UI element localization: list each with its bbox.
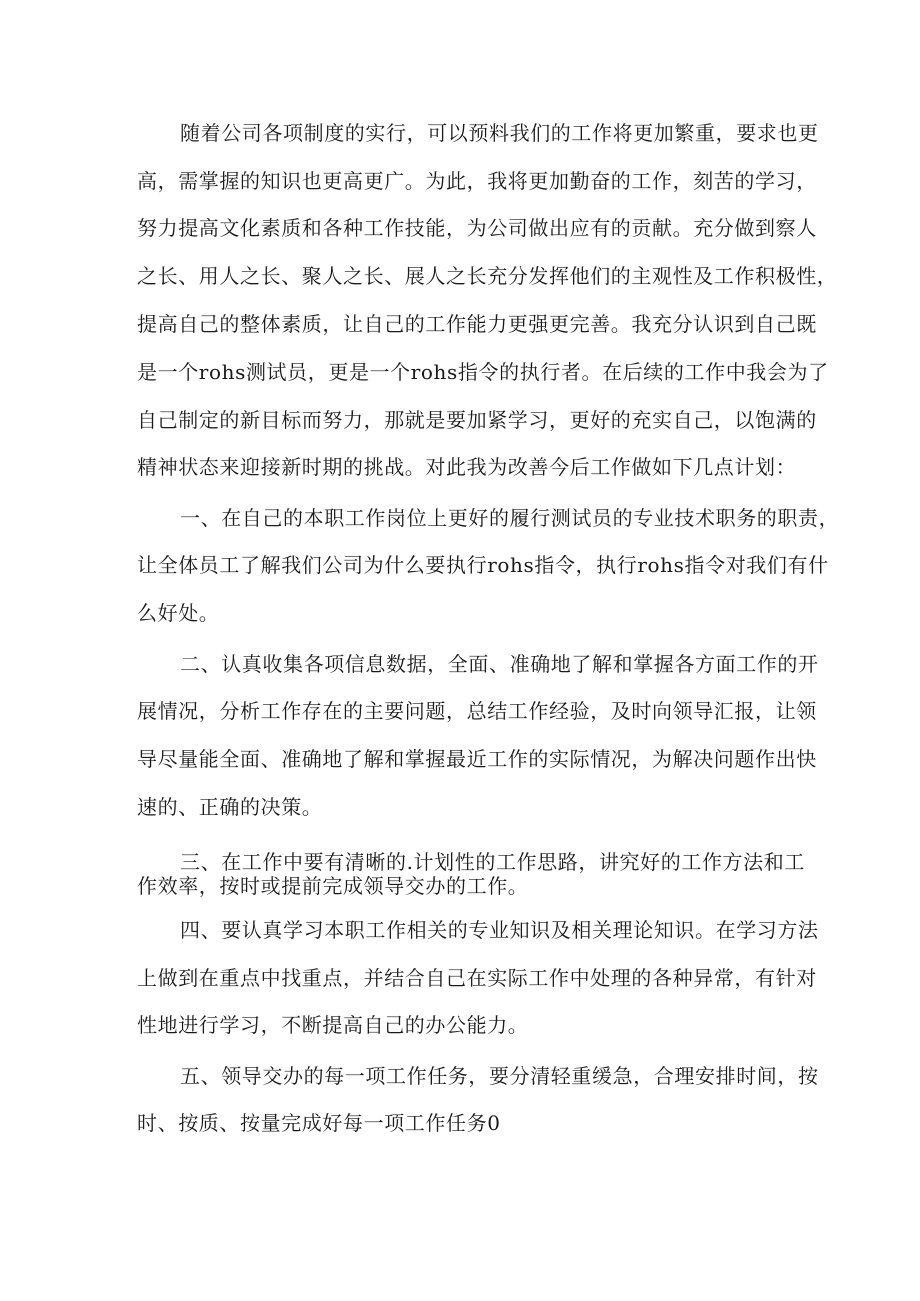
text-line: 速的、正确的决策。 [137, 795, 323, 819]
text-line: 随着公司各项制度的实行，可以预料我们的工作将更加繁重，要求也更 [180, 121, 819, 145]
text-line: 三、在工作中要有清晰的.计划性的工作思路，讲究好的工作方法和工 [180, 850, 805, 874]
text-line: 让全体员工了解我们公司为什么要执行rohs指令，执行rohs指令对我们有什 [137, 553, 829, 577]
text-line: 一、在自己的本职工作岗位上更好的履行测试员的专业技术职务的职责， [180, 506, 840, 530]
text-line: 五、领导交办的每一项工作任务，要分清轻重缓急，合理安排时间，按 [180, 1064, 819, 1088]
text-line: 时、按质、按量完成好每一项工作任务0 [137, 1111, 501, 1135]
text-line: 展情况，分析工作存在的主要问题，总结工作经验，及时向领导汇报，让领 [137, 699, 817, 723]
text-line: 上做到在重点中找重点，并结合自己在实际工作中处理的各种异常，有针对 [137, 966, 817, 990]
text-line: 作效率，按时或提前完成领导交办的工作。 [137, 874, 529, 898]
text-line: 提高自己的整体素质，让自己的工作能力更强更完善。我充分认识到自己既 [137, 312, 817, 336]
text-line: 导尽量能全面、准确地了解和掌握最近工作的实际情况，为解决问题作出快 [137, 747, 817, 771]
text-line: 高，需掌握的知识也更高更广。为此，我将更加勤奋的工作，刻苦的学习， [137, 169, 817, 193]
text-line: 么好处。 [137, 601, 220, 625]
text-line: 之长、用人之长、聚人之长、展人之长充分发挥他们的主观性及工作积极性， [137, 264, 838, 288]
text-line: 努力提高文化素质和各种工作技能，为公司做出应有的贡献。充分做到察人 [137, 216, 817, 240]
text-line: 四、要认真学习本职工作相关的专业知识及相关理论知识。在学习方法 [180, 918, 819, 942]
text-line: 性地进行学习，不断提高自己的办公能力。 [137, 1013, 529, 1037]
text-line: 精神状态来迎接新时期的挑战。对此我为改善今后工作做如下几点计划： [137, 455, 797, 479]
text-line: 是一个rohs测试员，更是一个rohs指令的执行者。在后续的工作中我会为了 [137, 360, 829, 384]
text-line: 二、认真收集各项信息数据，全面、准确地了解和掌握各方面工作的开 [180, 652, 819, 676]
text-line: 自己制定的新目标而努力，那就是要加紧学习，更好的充实自己，以饱满的 [137, 408, 817, 432]
